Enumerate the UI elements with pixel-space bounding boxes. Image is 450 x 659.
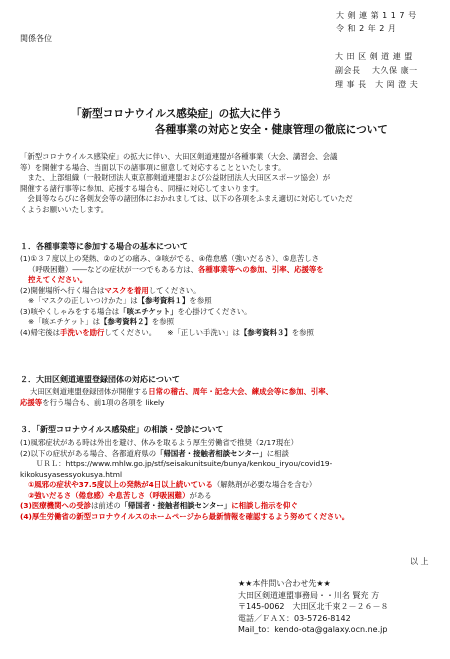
emphasis-text: ①風邪の症状や37.5度以上の発熱が4日以上続いている: [28, 480, 213, 490]
recipients: 関係各位: [20, 34, 52, 43]
section-3-body: [20, 438, 349, 522]
intro-line: 開催する諸行事等に参加、応援する場合も、同様に対応してまいります。: [20, 183, 264, 193]
text: してください。 ※「正しい手洗い」は: [104, 327, 240, 337]
text: を参照: [151, 317, 174, 327]
emphasis-text: マスクを着用: [104, 285, 149, 295]
emphasis-text: ②強いだるさ（倦怠感）や息苦しさ（呼吸困難）: [28, 490, 190, 500]
text: (4)帰宅後は: [20, 327, 61, 337]
closing-mark: 以 上: [410, 557, 429, 566]
document-number: 大 剣 連 第 1 1 7 号: [336, 11, 417, 20]
text: (2)以下の症状がある場合、各都道府県の: [20, 448, 157, 458]
url-line-2[interactable]: kikokusyasessyokusya.html: [20, 469, 123, 479]
emphasis-text: 日常の稽古、周年・記念大会、練成会等に参加、引率、: [148, 387, 334, 396]
intro-line: くようお願いいたします。: [20, 204, 109, 214]
text: ※「マスクの正しいつけかた」は: [28, 296, 138, 306]
contact-block: [238, 578, 389, 636]
emphasis-text: 手洗いを励行: [60, 327, 105, 337]
text: を参照: [291, 327, 314, 337]
section-1-heading: １．各種事業等に参加する場合の基本について: [20, 242, 188, 251]
contact-office: 大田区剣道連盟事務局・・川名 賢充 方: [238, 590, 380, 600]
reference-label: 【参考資料３】: [239, 327, 292, 337]
contact-mail[interactable]: Mail_to：kendo-ota@galaxy.ocn.ne.jp: [238, 625, 388, 635]
text: がある: [189, 490, 212, 500]
contact-tel: 電話／ＦＡＸ：03-5726-8142: [238, 613, 351, 623]
symptom-1: [20, 480, 349, 491]
item-1-line-3: 控えてください。: [28, 275, 88, 285]
section-2-line-1: [30, 387, 333, 398]
section-2-heading: ２．大田区剣道連盟登録団体の対応について: [20, 375, 180, 384]
vice-chair: 副会長 大久保 康一: [335, 66, 418, 75]
item-1: (1)風邪症状がある時は外出を避け、休みを取るよう厚生労働省で推奨（2/17現在）: [20, 438, 299, 447]
document-date: 令 和 2 年 2 月: [336, 24, 397, 33]
symptom-2: [20, 491, 349, 502]
reference-label: 【参考資料１】: [137, 296, 190, 306]
item-2: [20, 286, 324, 297]
text: を参照: [189, 296, 212, 306]
reference-label: 【参考資料２】: [100, 317, 152, 327]
section-2-body: [20, 387, 334, 408]
section-3-heading: ３．「新型コロナウイルス感染症」の相談・受診について: [20, 425, 224, 434]
text: ※「咳エチケット」は: [28, 317, 101, 327]
text: に相談: [266, 448, 289, 458]
text: (3)咳やくしゃみをする場合は: [20, 306, 120, 316]
item-4: [20, 328, 324, 339]
text: 大田区剣道連盟登録団体が開催する: [30, 387, 149, 396]
text: を行う場合も、前1項の各項を likely: [42, 397, 165, 407]
contact-heading: ★★本件問い合わせ先★★: [238, 579, 331, 588]
item-3: [20, 307, 324, 318]
section-1-body: [20, 254, 324, 338]
text: (2)開催場所へ行く場合は: [20, 285, 105, 295]
item-1-line-1: (1)①３７度以上の発熱、②のどの痛み、③咳がでる、④倦怠感（強いだるさ）、⑤息苦しさ: [20, 254, 320, 263]
emphasis-text: 「帰国者・接触者相談センター」: [120, 501, 232, 511]
item-3: [20, 501, 349, 512]
url-line-1[interactable]: ＵＲＬ：https://www.mhlw.go.jp/stf/seisakunitsuite/bunya/kenkou_iryou/covid19-: [36, 459, 333, 469]
emphasis-text: 各種事業等への参加、引率、応援等を: [198, 264, 324, 274]
title-line-2: 各種事業の対応と安全・健康管理の徹底について: [155, 124, 388, 136]
intro-line: 会員等ならびに各剣友会等の諸団体におかれましては、以下の各項をふまえ適切に対応していただ: [20, 194, 353, 204]
intro-line: 等）を開催する場合、当面以下の諸事項に留意して対応することといたします。: [20, 162, 286, 172]
contact-address: 〒145-0062 大田区北千束２－２６－８: [238, 602, 389, 612]
emphasis-text: に相談し指示を仰ぐ: [231, 501, 298, 511]
text: （解熱剤が必要な場合を含む）: [212, 480, 317, 490]
text: は前述の: [91, 501, 121, 511]
item-2-reference: [20, 296, 324, 307]
item-4: (4)厚生労働省の新型コロナウイルスのホームページから最新情報を確認するよう努めてください。: [20, 511, 350, 521]
emphasis-text: 「帰国者・接触者相談センター」: [156, 448, 267, 458]
chair: 理 事 長 大 岡 澄 夫: [335, 80, 419, 89]
text: を心掛けてください。: [177, 306, 252, 316]
intro-line: 「新型コロナウイルス感染症」の拡大に伴い、大田区剣道連盟が各種事業（大会、講習会、会議: [20, 152, 338, 161]
emphasis-text: (3)医療機関への受診: [20, 501, 92, 511]
emphasis-text: 「咳エチケット」: [119, 306, 178, 316]
title-line-1: 「新型コロナウイルス感染症」の拡大に伴う: [71, 108, 283, 120]
org-name: 大 田 区 剣 道 連 盟: [335, 52, 413, 61]
item-2: [20, 449, 349, 460]
item-3-reference: [20, 317, 324, 328]
intro-line: また、上部組織（一般財団法人東京都剣道連盟および公益財団法人大田区スポーツ協会）が: [20, 173, 331, 183]
item-1-line-2: [20, 265, 324, 276]
emphasis-text: 応援等: [20, 397, 43, 407]
intro-paragraph: [20, 152, 353, 215]
section-2-line-2: [20, 398, 333, 409]
text: （呼吸困難）――などの症状が一つでもある方は、: [28, 264, 198, 274]
text: してください。: [148, 285, 201, 295]
